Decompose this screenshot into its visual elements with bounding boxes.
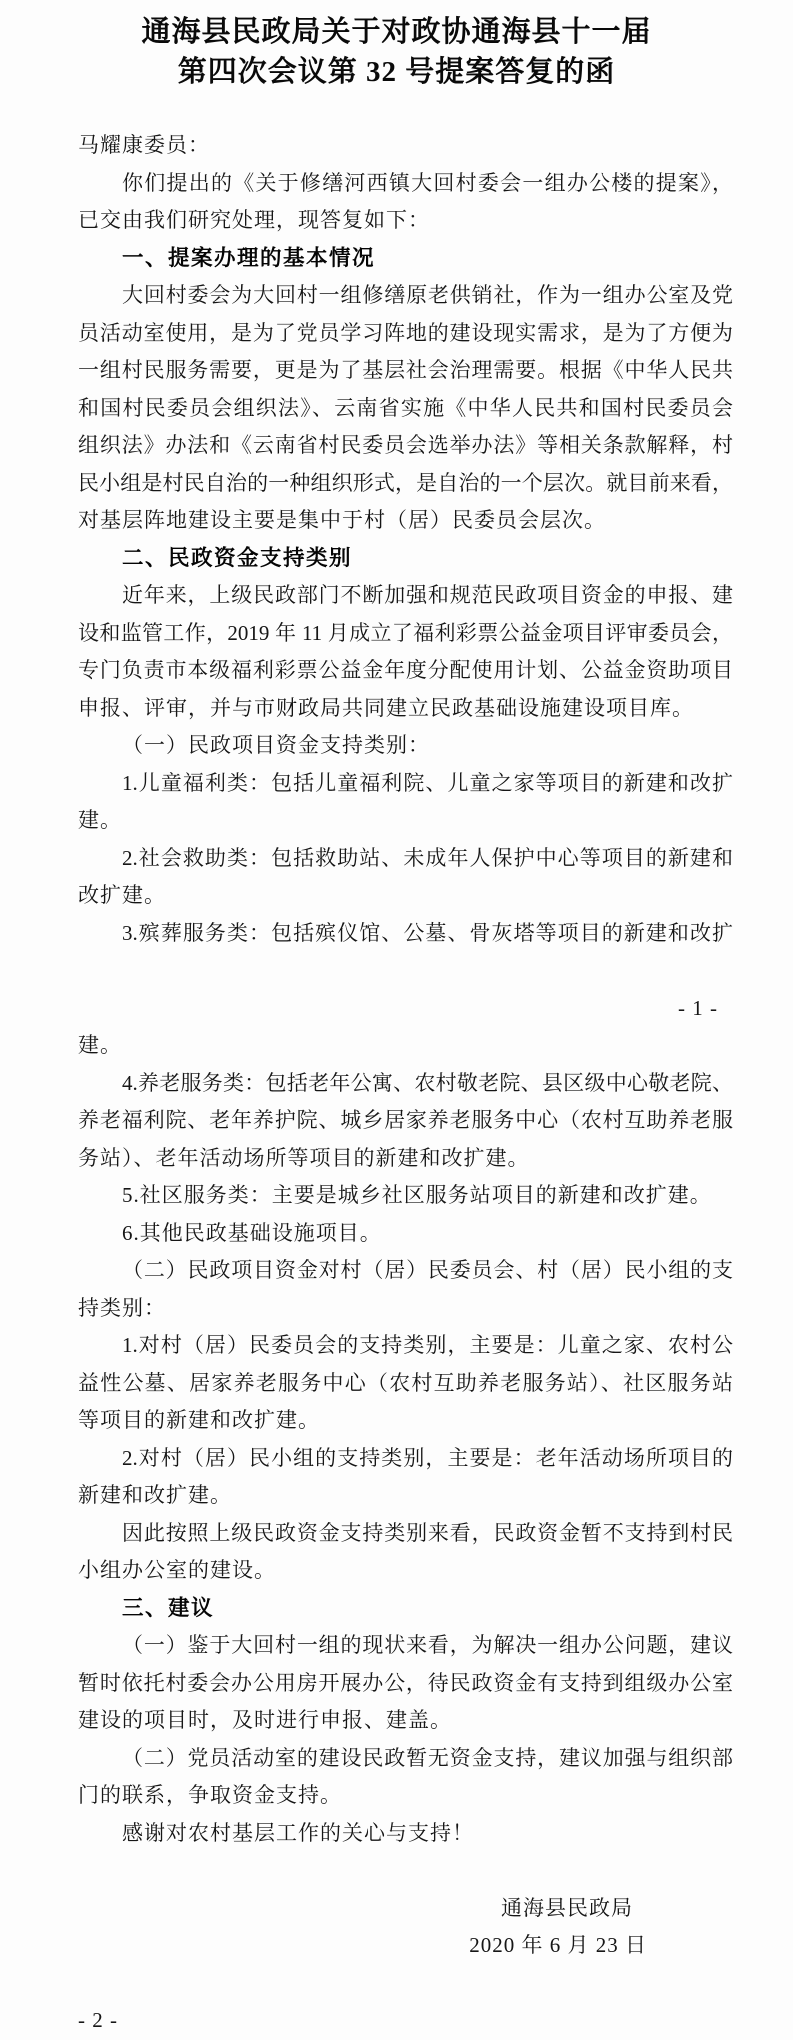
document-line: 4.养老服务类：包括老年公寓、农村敬老院、县区级中心敬老院、 (122, 1070, 733, 1095)
document-line: 新建和改扩建。 (78, 1483, 232, 1507)
document-line: 组织法》办法和《云南省村民委员会选举办法》等相关条款解释，村 (78, 433, 733, 457)
document-line: 近年来，上级民政部门不断加强和规范民政项目资金的申报、建 (122, 583, 733, 607)
document-line: 小组办公室的建设。 (78, 1558, 276, 1582)
document-line: 1.儿童福利类：包括儿童福利院、儿童之家等项目的新建和改扩 (122, 770, 733, 795)
document-line: 改扩建。 (78, 883, 166, 907)
signature-date: 2020 年 6 月 23 日 (469, 1933, 647, 1957)
document-line: （二）党员活动室的建设民政暂无资金支持，建议加强与组织部 (122, 1745, 733, 1770)
blank-line (78, 952, 733, 990)
document-line: 5.社区服务类：主要是城乡社区服务站项目的新建和改扩建。 (122, 1183, 712, 1207)
document-body (0, 127, 793, 2040)
document-line: （一）鉴于大回村一组的现状来看，为解决一组办公问题，建议 (122, 1633, 733, 1657)
document-line: 3.殡葬服务类：包括殡仪馆、公墓、骨灰塔等项目的新建和改扩 (122, 920, 733, 945)
document-line: 专门负责市本级福利彩票公益金年度分配使用计划、公益金资助项目 (78, 658, 733, 682)
document-line: 务站）、老年活动场所等项目的新建和改扩建。 (78, 1145, 530, 1170)
document-line: 大回村委会为大回村一组修缮原老供销社，作为一组办公室及党 (122, 283, 733, 307)
salutation: 马耀康委员： (78, 133, 210, 157)
document-line: 持类别： (78, 1295, 166, 1320)
document-line: 1.对村（居）民委员会的支持类别，主要是：儿童之家、农村公 (122, 1333, 733, 1357)
document-line: 设和监管工作，2019 年 11 月成立了福利彩票公益金项目评审委员会， (78, 620, 733, 645)
section-heading-1: 一、提案办理的基本情况 (122, 245, 376, 270)
document-line: 等项目的新建和改扩建。 (78, 1408, 320, 1432)
document-line: 一组村民服务需要，更是为了基层社会治理需要。根据《中华人民共 (78, 358, 733, 382)
document-line: 员活动室使用，是为了党员学习阵地的建设现实需求，是为了方便为 (78, 320, 733, 345)
document-line: （一）民政项目资金支持类别： (122, 733, 430, 757)
page-number-2: - 2 - (78, 2008, 118, 2032)
document-line: 已交由我们研究处理，现答复如下： (78, 208, 430, 232)
document-line: 对基层阵地建设主要是集中于村（居）民委员会层次。 (78, 508, 606, 532)
section-heading-3: 三、建议 (122, 1595, 215, 1620)
document-line: 感谢对农村基层工作的关心与支持！ (122, 1820, 474, 1845)
signature-org: 通海县民政局 (501, 1895, 633, 1920)
document-line: 建设的项目时，及时进行申报、建盖。 (78, 1708, 452, 1732)
document-line: 暂时依托村委会办公用房开展办公，待民政资金有支持到组级办公室 (78, 1670, 733, 1695)
document-line: 2.社会救助类：包括救助站、未成年人保护中心等项目的新建和 (122, 845, 733, 870)
document-line: 养老福利院、老年养护院、城乡居家养老服务中心（农村互助养老服 (78, 1108, 733, 1132)
document-line: 民小组是村民自治的一种组织形式，是自治的一个层次。就目前来看， (78, 470, 733, 495)
document-line: 和国村民委员会组织法》、云南省实施《中华人民共和国村民委员会 (78, 395, 733, 420)
document-line: 门的联系，争取资金支持。 (78, 1783, 342, 1807)
document-title (0, 0, 793, 92)
document-line: 建。 (78, 1033, 122, 1057)
document-line: 申报、评审，并与市财政局共同建立民政基础设施建设项目库。 (78, 695, 694, 720)
document-title-line-2: 第四次会议第 32 号提案答复的函 (177, 56, 616, 88)
blank-line (78, 1852, 733, 1890)
section-heading-2: 二、民政资金支持类别 (122, 545, 353, 570)
document-line: 2.对村（居）民小组的支持类别，主要是：老年活动场所项目的 (122, 1445, 733, 1470)
blank-line (78, 1965, 733, 2003)
document-line: （二）民政项目资金对村（居）民委员会、村（居）民小组的支 (122, 1258, 733, 1282)
document-line: 你们提出的《关于修缮河西镇大回村委会一组办公楼的提案》， (122, 170, 733, 195)
document-line: 益性公墓、居家养老服务中心（农村互助养老服务站）、社区服务站 (78, 1370, 733, 1395)
document-line: 建。 (78, 808, 122, 832)
document-line: 因此按照上级民政资金支持类别来看，民政资金暂不支持到村民 (122, 1520, 733, 1545)
page-number-1: - 1 - (678, 995, 718, 1020)
document-title-line-1: 通海县民政局关于对政协通海县十一届 (141, 16, 652, 48)
document-line: 6.其他民政基础设施项目。 (122, 1220, 382, 1245)
